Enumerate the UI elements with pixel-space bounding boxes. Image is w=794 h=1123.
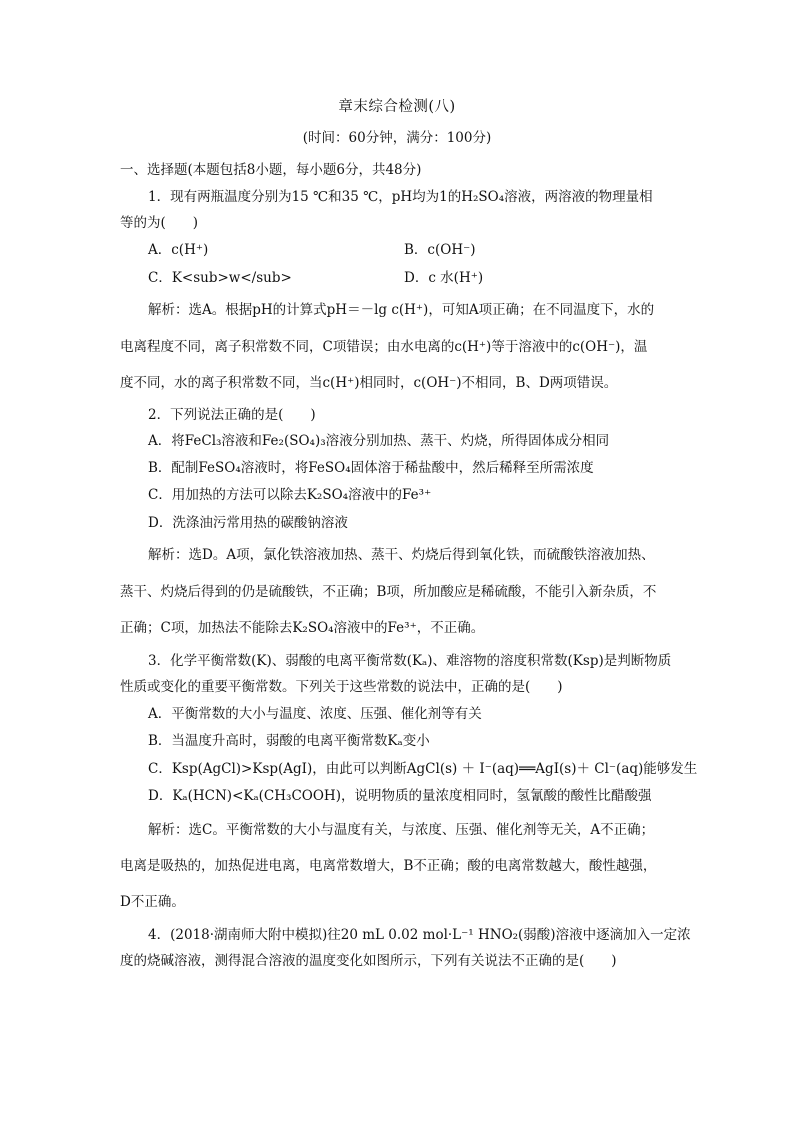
q2-option-a: A．将FeCl₃溶液和Fe₂(SO₄)₃溶液分别加热、蒸干、灼烧，所得固体成分相同	[148, 433, 610, 449]
q4-stem-line1: 4．(2018·湖南师大附中模拟)往20 mL 0.02 mol·L⁻¹ HNO₂(弱酸)溶液中逐滴加入一定浓	[148, 927, 691, 943]
q3-option-d: D．Kₐ(HCN)<Kₐ(CH₃COOH)，说明物质的量浓度相同时，氢氰酸的酸性比醋酸强	[148, 788, 652, 804]
q1-option-b: B．c(OH⁻)	[404, 242, 476, 258]
time-score-subtitle: (时间：60分钟，满分：100分)	[302, 130, 492, 146]
q1-analysis-line1: 解析：选A。根据pH的计算式pH＝－lg c(H⁺)，可知A项正确；在不同温度下，水的	[148, 302, 655, 318]
q3-stem-line1: 3．化学平衡常数(K)、弱酸的电离平衡常数(Kₐ)、难溶物的溶度积常数(Ksp)是判断物质	[148, 653, 672, 669]
q1-analysis-line2: 电离程度不同，离子积常数不同，C项错误；由水电离的c(H⁺)等于溶液中的c(OH⁻)，温	[120, 339, 648, 355]
q3-analysis-line1: 解析：选C。平衡常数的大小与温度有关，与浓度、压强、催化剂等无关，A不正确；	[148, 822, 655, 838]
q3-stem-line2: 性质或变化的重要平衡常数。下列关于这些常数的说法中，正确的是( )	[120, 679, 563, 695]
q4-stem-line2: 度的烧碱溶液，测得混合溶液的温度变化如图所示，下列有关说法不正确的是( )	[120, 953, 617, 969]
q3-analysis-line3: D不正确。	[120, 894, 185, 910]
q2-stem: 2．下列说法正确的是( )	[148, 407, 316, 423]
q1-option-a: A．c(H⁺)	[148, 242, 209, 258]
q1-stem-line1: 1．现有两瓶温度分别为15 ℃和35 ℃，pH均为1的H₂SO₄溶液，两溶液的物理量相	[148, 189, 653, 205]
q3-option-b: B．当温度升高时，弱酸的电离平衡常数Kₐ变小	[148, 733, 430, 749]
q2-analysis-line2: 蒸干、灼烧后得到的仍是硫酸铁，不正确；B项，所加酸应是稀硫酸，不能引入新杂质，不	[120, 584, 657, 600]
q1-stem-line2: 等的为( )	[120, 215, 199, 231]
q2-analysis-line1: 解析：选D。A项，氯化铁溶液加热、蒸干、灼烧后得到氧化铁，而硫酸铁溶液加热、	[148, 547, 655, 563]
q3-option-a: A．平衡常数的大小与温度、浓度、压强、催化剂等有关	[148, 706, 482, 722]
q2-option-c: C．用加热的方法可以除去K₂SO₄溶液中的Fe³⁺	[148, 487, 432, 503]
q1-option-d: D．c 水(H⁺)	[404, 270, 484, 286]
q2-option-b: B．配制FeSO₄溶液时，将FeSO₄固体溶于稀盐酸中，然后稀释至所需浓度	[148, 460, 594, 476]
q1-option-c: C．K<sub>w</sub>	[148, 270, 292, 286]
q3-option-c: C．Ksp(AgCl)>Ksp(AgI)，由此可以判断AgCl(s) ＋ I⁻(aq)══AgI(s)＋ Cl⁻(aq)能够发生	[148, 761, 698, 777]
q1-analysis-line3: 度不同，水的离子积常数不同，当c(H⁺)相同时，c(OH⁻)不相同，B、D两项错误。	[120, 375, 618, 391]
q2-analysis-line3: 正确；C项，加热法不能除去K₂SO₄溶液中的Fe³⁺，不正确。	[120, 620, 485, 636]
q3-analysis-line2: 电离是吸热的，加热促进电离，电离常数增大，B不正确；酸的电离常数越大，酸性越强，	[120, 858, 657, 874]
section-heading: 一、选择题(本题包括8小题，每小题6分，共48分)	[120, 162, 422, 178]
document-title: 章末综合检测(八)	[338, 99, 456, 115]
q2-option-d: D．洗涤油污常用热的碳酸钠溶液	[148, 515, 348, 531]
